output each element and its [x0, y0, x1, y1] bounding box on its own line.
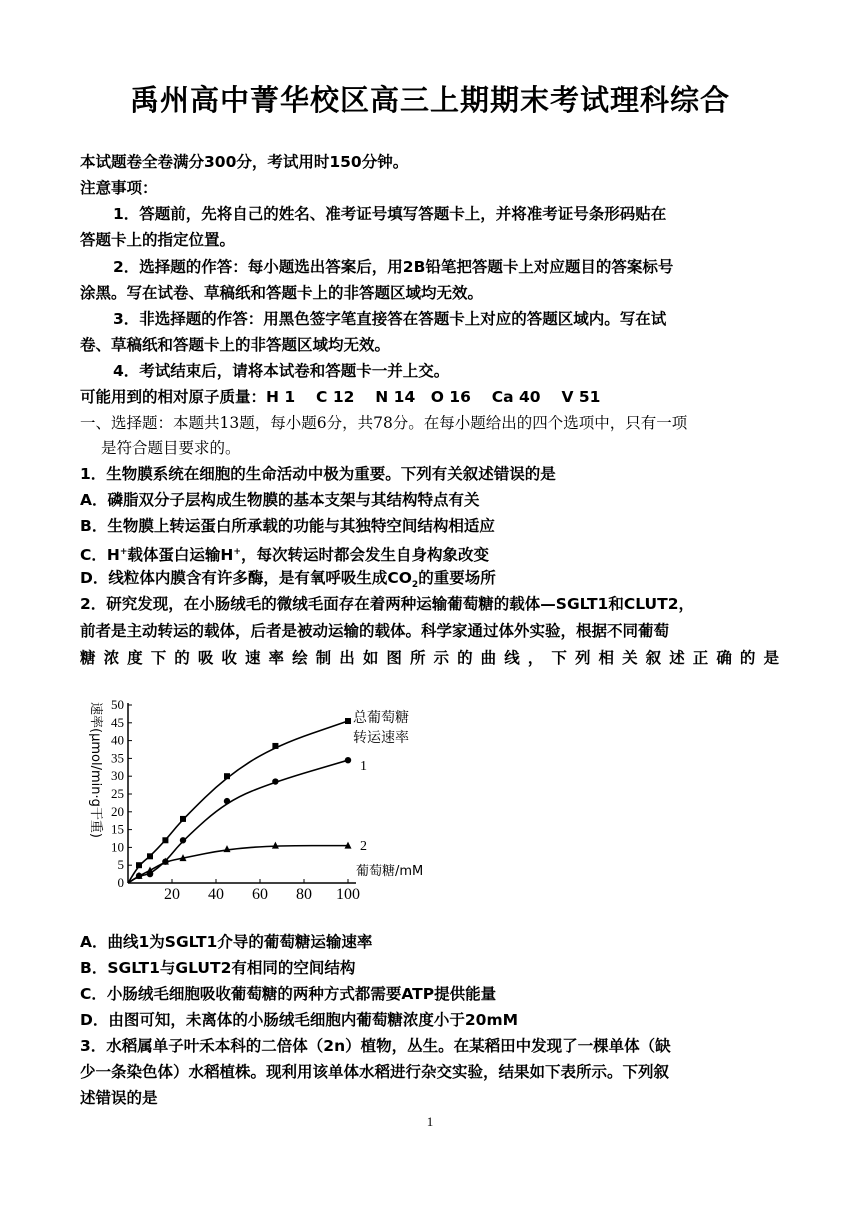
data-point-triangle [272, 842, 279, 849]
data-point-square [224, 773, 230, 779]
q1-option-d [80, 567, 496, 596]
page-number: 1 [426, 1114, 434, 1129]
q1-c-part3: ，每次转运时都会发生自身构象改变 [240, 546, 489, 565]
q3-line2: 少一条染色体）水稻植株。现利用该单体水稻进行杂交实验，结果如下表所示。下列叙 [80, 1063, 670, 1081]
q2-line2: 前者是主动转运的载体，后者是被动运输的载体。科学家通过体外实验，根据不同葡萄 [80, 622, 670, 640]
series-label-1: 1 [360, 759, 367, 774]
x-tick-label: 80 [296, 886, 312, 903]
glucose-transport-chart [78, 690, 458, 905]
y-tick-label: 15 [111, 821, 124, 837]
data-point-square [345, 718, 351, 724]
q1-c-sup2: + [233, 547, 241, 557]
q1-c-part2: 载体蛋白运输H [127, 546, 234, 565]
q1-d-part2: 的重要场所 [418, 569, 496, 587]
q1-c-sup1: + [119, 547, 128, 557]
q3-line3: 述错误的是 [80, 1089, 158, 1107]
data-point-circle [180, 837, 186, 843]
q2-option-a: A．曲线1为SGLT1介导的葡萄糖运输速率 [80, 933, 373, 951]
notice-3a: 3．非选择题的作答：用黑色签字笔直接答在答题卡上对应的答题区域内。写在试 [113, 310, 667, 328]
series-line-3 [128, 846, 348, 883]
y-tick-label: 25 [111, 786, 124, 801]
data-point-square [180, 816, 186, 822]
x-tick-label: 60 [252, 886, 268, 903]
atomic-masses: 可能用到的相对原子质量：H 1 C 12 N 14 O 16 Ca 40 V 51 [80, 388, 601, 406]
x-tick-label: 40 [208, 886, 224, 903]
q1-d-sub: 2 [411, 580, 419, 591]
q2-option-b: B．SGLT1与GLUT2有相同的空间结构 [80, 959, 356, 977]
intro-total: 本试题卷全卷满分300分，考试用时150分钟。 [80, 153, 409, 171]
notice-4: 4．考试结束后，请将本试卷和答题卡一并上交。 [113, 362, 450, 380]
y-tick-label: 45 [111, 714, 124, 730]
notice-1b: 答题卡上的指定位置。 [80, 231, 236, 249]
q1-stem: 1．生物膜系统在细胞的生命活动中极为重要。下列有关叙述错误的是 [80, 465, 556, 483]
notice-2b: 涂黑。写在试卷、草稿纸和答题卡上的非答题区域均无效。 [80, 284, 484, 302]
data-point-triangle [224, 845, 231, 852]
section1-heading-b: 是符合题目要求的。 [101, 439, 241, 457]
y-tick-label: 20 [111, 803, 124, 819]
notice-3b: 卷、草稿纸和答题卡上的非答题区域均无效。 [80, 336, 391, 354]
series-label-total-line1: 总葡萄糖 [353, 710, 409, 726]
notice-2a: 2．选择题的作答：每小题选出答案后，用2B铅笔把答题卡上对应题目的答案标号 [113, 258, 674, 276]
q2-option-d: D．由图可知，未离体的小肠绒毛细胞内葡萄糖浓度小于20mM [80, 1011, 519, 1029]
x-axis-label: 葡萄糖/mM [356, 864, 424, 879]
chart-series [128, 718, 352, 883]
q1-option-a: A．磷脂双分子层构成生物膜的基本支架与其结构特点有关 [80, 491, 480, 509]
data-point-circle [224, 798, 230, 804]
y-tick-label: 10 [111, 839, 124, 855]
series-label-total-line2: 转运速率 [353, 730, 409, 746]
y-tick-label: 35 [111, 750, 124, 766]
q2-option-c: C．小肠绒毛细胞吸收葡萄糖的两种方式都需要ATP提供能量 [80, 985, 497, 1003]
q2-line1: 2．研究发现，在小肠绒毛的微绒毛面存在着两种运输葡萄糖的载体—SGLT1和CLUT2， [80, 595, 694, 613]
data-point-square [272, 743, 278, 749]
series-line-1 [128, 721, 348, 883]
y-tick-label: 0 [117, 875, 124, 890]
notice-1a: 1．答题前，先将自己的姓名、准考证号填写答题卡上，并将准考证号条形码贴在 [113, 205, 667, 223]
y-axis-label: 速率(μmol/min·g干重) [88, 702, 103, 838]
data-point-square [136, 862, 142, 868]
chart-labels [88, 702, 423, 879]
y-tick-label: 30 [111, 768, 124, 784]
q1-d-part1: D．线粒体内膜含有许多酶，是有氧呼吸生成CO [80, 569, 412, 587]
x-tick-label: 100 [336, 886, 360, 903]
exam-title-text: 禹州高中菁华校区高三上期期末考试理科综合 [129, 83, 730, 117]
data-point-triangle [147, 867, 154, 874]
q1-option-c [80, 541, 489, 566]
y-tick-label: 40 [111, 732, 124, 748]
x-tick-label: 20 [164, 886, 180, 903]
data-point-circle [345, 757, 351, 763]
y-tick-label: 50 [111, 697, 124, 712]
q1-c-part1: C．H [80, 546, 120, 565]
q3-line1: 3．水稻属单子叶禾本科的二倍体（2n）植物，丛生。在某稻田中发现了一棵单体（缺 [80, 1037, 671, 1055]
q2-line3: 糖浓度下的吸收速率绘制出如图所示的曲线，下列相关叙述正确的是 [80, 649, 780, 667]
data-point-circle [272, 778, 278, 784]
data-point-square [162, 837, 168, 843]
data-point-square [147, 853, 153, 859]
q1-option-b: B．生物膜上转运蛋白所承载的功能与其独特空间结构相适应 [80, 517, 495, 535]
exam-title [0, 78, 860, 119]
series-label-2: 2 [360, 839, 367, 854]
section1-heading-a: 一、选择题：本题共13题，每小题6分，共78分。在每小题给出的四个选项中，只有一项 [80, 414, 688, 432]
y-tick-label: 5 [117, 857, 124, 873]
notice-heading: 注意事项： [80, 179, 158, 197]
